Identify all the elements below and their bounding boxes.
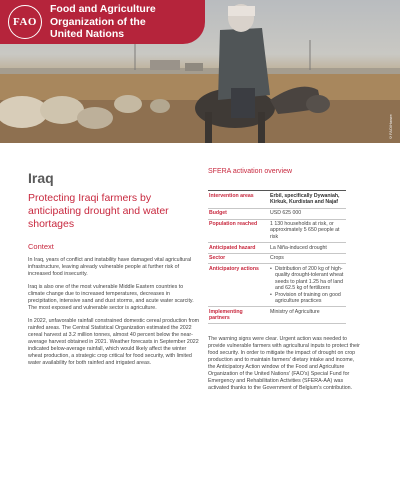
row-value: Crops [268,253,346,264]
warning-signs-paragraph: The warning signs were clear. Urgent action was needed to provide vulnerable farmers with agricultural inputs to protect their food security. In order to mitigate the impact of drought on crop production and to maintain farmers' dietary intake and income, the Anticipatory Action window of the Food and Agriculture Organization of the United Nations' (FAO's) Special Fund for Emergency and Rehabilitation Activities (SFERA-AA) was activated thanks to the Government of Belgium's contribution. [208,336,360,392]
row-value: Ministry of Agriculture [268,307,346,324]
headline: Protecting Iraqi farmers by anticipating drought and water shortages [28,192,169,230]
fao-brand-banner [0,0,205,44]
context-paragraph-3: In 2022, unfavorable rainfall constrained domestic cereal production from rainfed areas. The Central Statistical Organization estimated the 2022 cereal harvest at 3.2 million tonnes, almost 40 percent below the near-average harvest obtained in 2021. Weather forecasts in September 2022 indicated below-average rainfall, which would likely affect the winter wheat production, a strategic crop critical for food security, with limited water availability for both rainfed and irrigated areas. [28,318,200,366]
left-column [28,170,200,367]
right-column [208,168,376,392]
sfera-overview-table [208,190,346,324]
org-line-1: Food and Agriculture [50,3,156,16]
list-item: • Provision of training on good agriculture practices [270,292,346,305]
list-item: • Distribution of 200 kg of high-quality drought-tolerant wheat seeds to plant 1.25 ha of land and 62.5 kg of fertilizers [270,266,346,292]
row-key: Population reached [208,219,268,243]
row-key: Anticipated hazard [208,243,268,254]
org-line-2: Organization of the [50,15,146,28]
fao-logo-icon [8,5,42,39]
header-photo [0,0,400,143]
org-line-3: United Nations [50,28,125,41]
row-key: Sector [208,253,268,264]
table-row [208,264,346,307]
row-key: Implementing partners [208,307,268,324]
anticipatory-actions-list [270,266,346,304]
photo-credit: ©FAO/Hawre [388,114,393,140]
row-value: Erbil, specifically Dywaniah, Kirkuk, Kurdistan and Najaf [268,191,346,209]
row-value [268,264,346,307]
context-heading: Context [28,242,54,251]
sfera-overview-title: SFERA activation overview [208,168,293,175]
row-value: 1 130 households at risk, or approximately 5 650 people at risk [268,219,346,243]
table-row [208,219,346,243]
table-row [208,243,346,254]
table-row [208,253,346,264]
row-key: Anticipatory actions [208,264,268,307]
table-row [208,208,346,219]
row-key: Budget [208,208,268,219]
context-paragraph-2: Iraq is also one of the most vulnerable Middle Eastern countries to climate change due to increased temperatures, decreases in precipitation, intensive sand and dust storms, and acute water scarcity. The most exposed and vulnerable sector is agriculture. [28,284,194,311]
organization-name [50,3,156,41]
country-title: Iraq [28,170,54,186]
table-row [208,191,346,209]
row-value: La Niña-induced drought [268,243,346,254]
row-key: Intervention areas [208,191,268,209]
fao-logo-text: FAO [13,16,37,28]
row-value: USD 625 000 [268,208,346,219]
table-row [208,307,346,324]
context-paragraph-1: In Iraq, years of conflict and instability have damaged vital agricultural infrastructure, leaving already vulnerable people at further risk of increased food insecurity. [28,257,192,277]
